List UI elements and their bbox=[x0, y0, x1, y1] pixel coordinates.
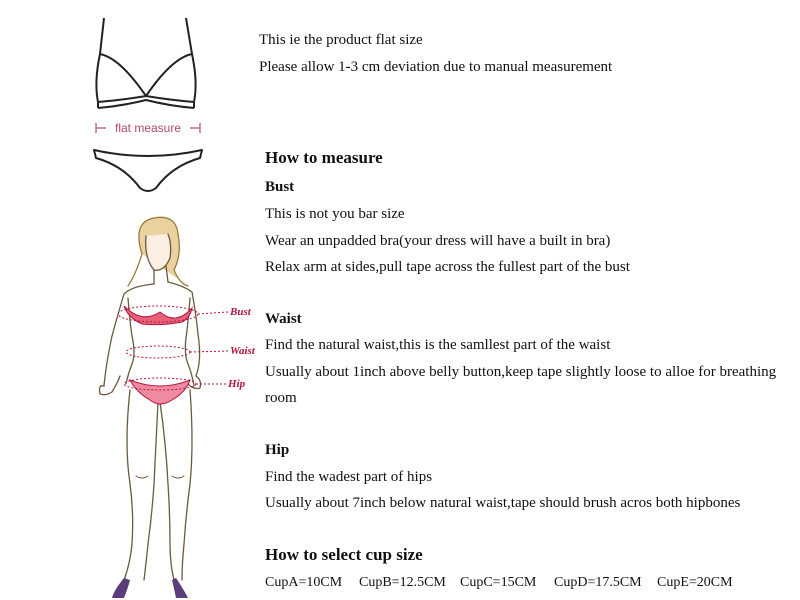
cup-size-b: CupB=12.5CM bbox=[359, 575, 446, 590]
cup-size-a: CupA=10CM bbox=[265, 575, 343, 590]
hip-figure-label: Hip bbox=[228, 378, 246, 390]
waist-measure-line bbox=[126, 346, 190, 358]
deviation-note: Please allow 1-3 cm deviation due to manual measurement bbox=[259, 59, 613, 75]
flat-size-note: This ie the product flat size bbox=[259, 32, 423, 48]
waist-line: Find the natural waist,this is the samllest part of the waist bbox=[265, 337, 611, 353]
waist-figure-label: Waist bbox=[230, 345, 255, 357]
cup-size-e: CupE=20CM bbox=[657, 575, 733, 590]
bust-line: Relax arm at sides,pull tape across the fullest part of the bust bbox=[265, 259, 630, 275]
bra-top-illustration bbox=[88, 14, 208, 114]
cup-size-c: CupC=15CM bbox=[460, 575, 537, 590]
cup-size-d: CupD=17.5CM bbox=[554, 575, 642, 590]
hip-title: Hip bbox=[265, 442, 290, 458]
bust-title: Bust bbox=[265, 179, 295, 195]
hip-line: Find the wadest part of hips bbox=[265, 469, 433, 485]
bust-line: This is not you bar size bbox=[265, 206, 405, 222]
waist-line: Usually about 1inch above belly button,keep tape slightly loose to alloe for breathing bbox=[265, 364, 777, 380]
waist-title: Waist bbox=[265, 311, 302, 327]
how-to-measure-heading: How to measure bbox=[265, 148, 383, 167]
hip-line: Usually about 7inch below natural waist,tape should brush acros both hipbones bbox=[265, 495, 741, 511]
bust-line: Wear an unpadded bra(your dress will have a built in bra) bbox=[265, 233, 611, 249]
bikini-bottom-illustration bbox=[88, 142, 208, 198]
waist-line: room bbox=[265, 390, 297, 406]
bust-figure-label: Bust bbox=[230, 306, 251, 318]
flat-measure-label: flat measure bbox=[114, 121, 182, 135]
body-measurement-figure bbox=[84, 214, 260, 600]
cup-size-heading: How to select cup size bbox=[265, 545, 423, 564]
flat-measure-indicator bbox=[92, 118, 204, 140]
